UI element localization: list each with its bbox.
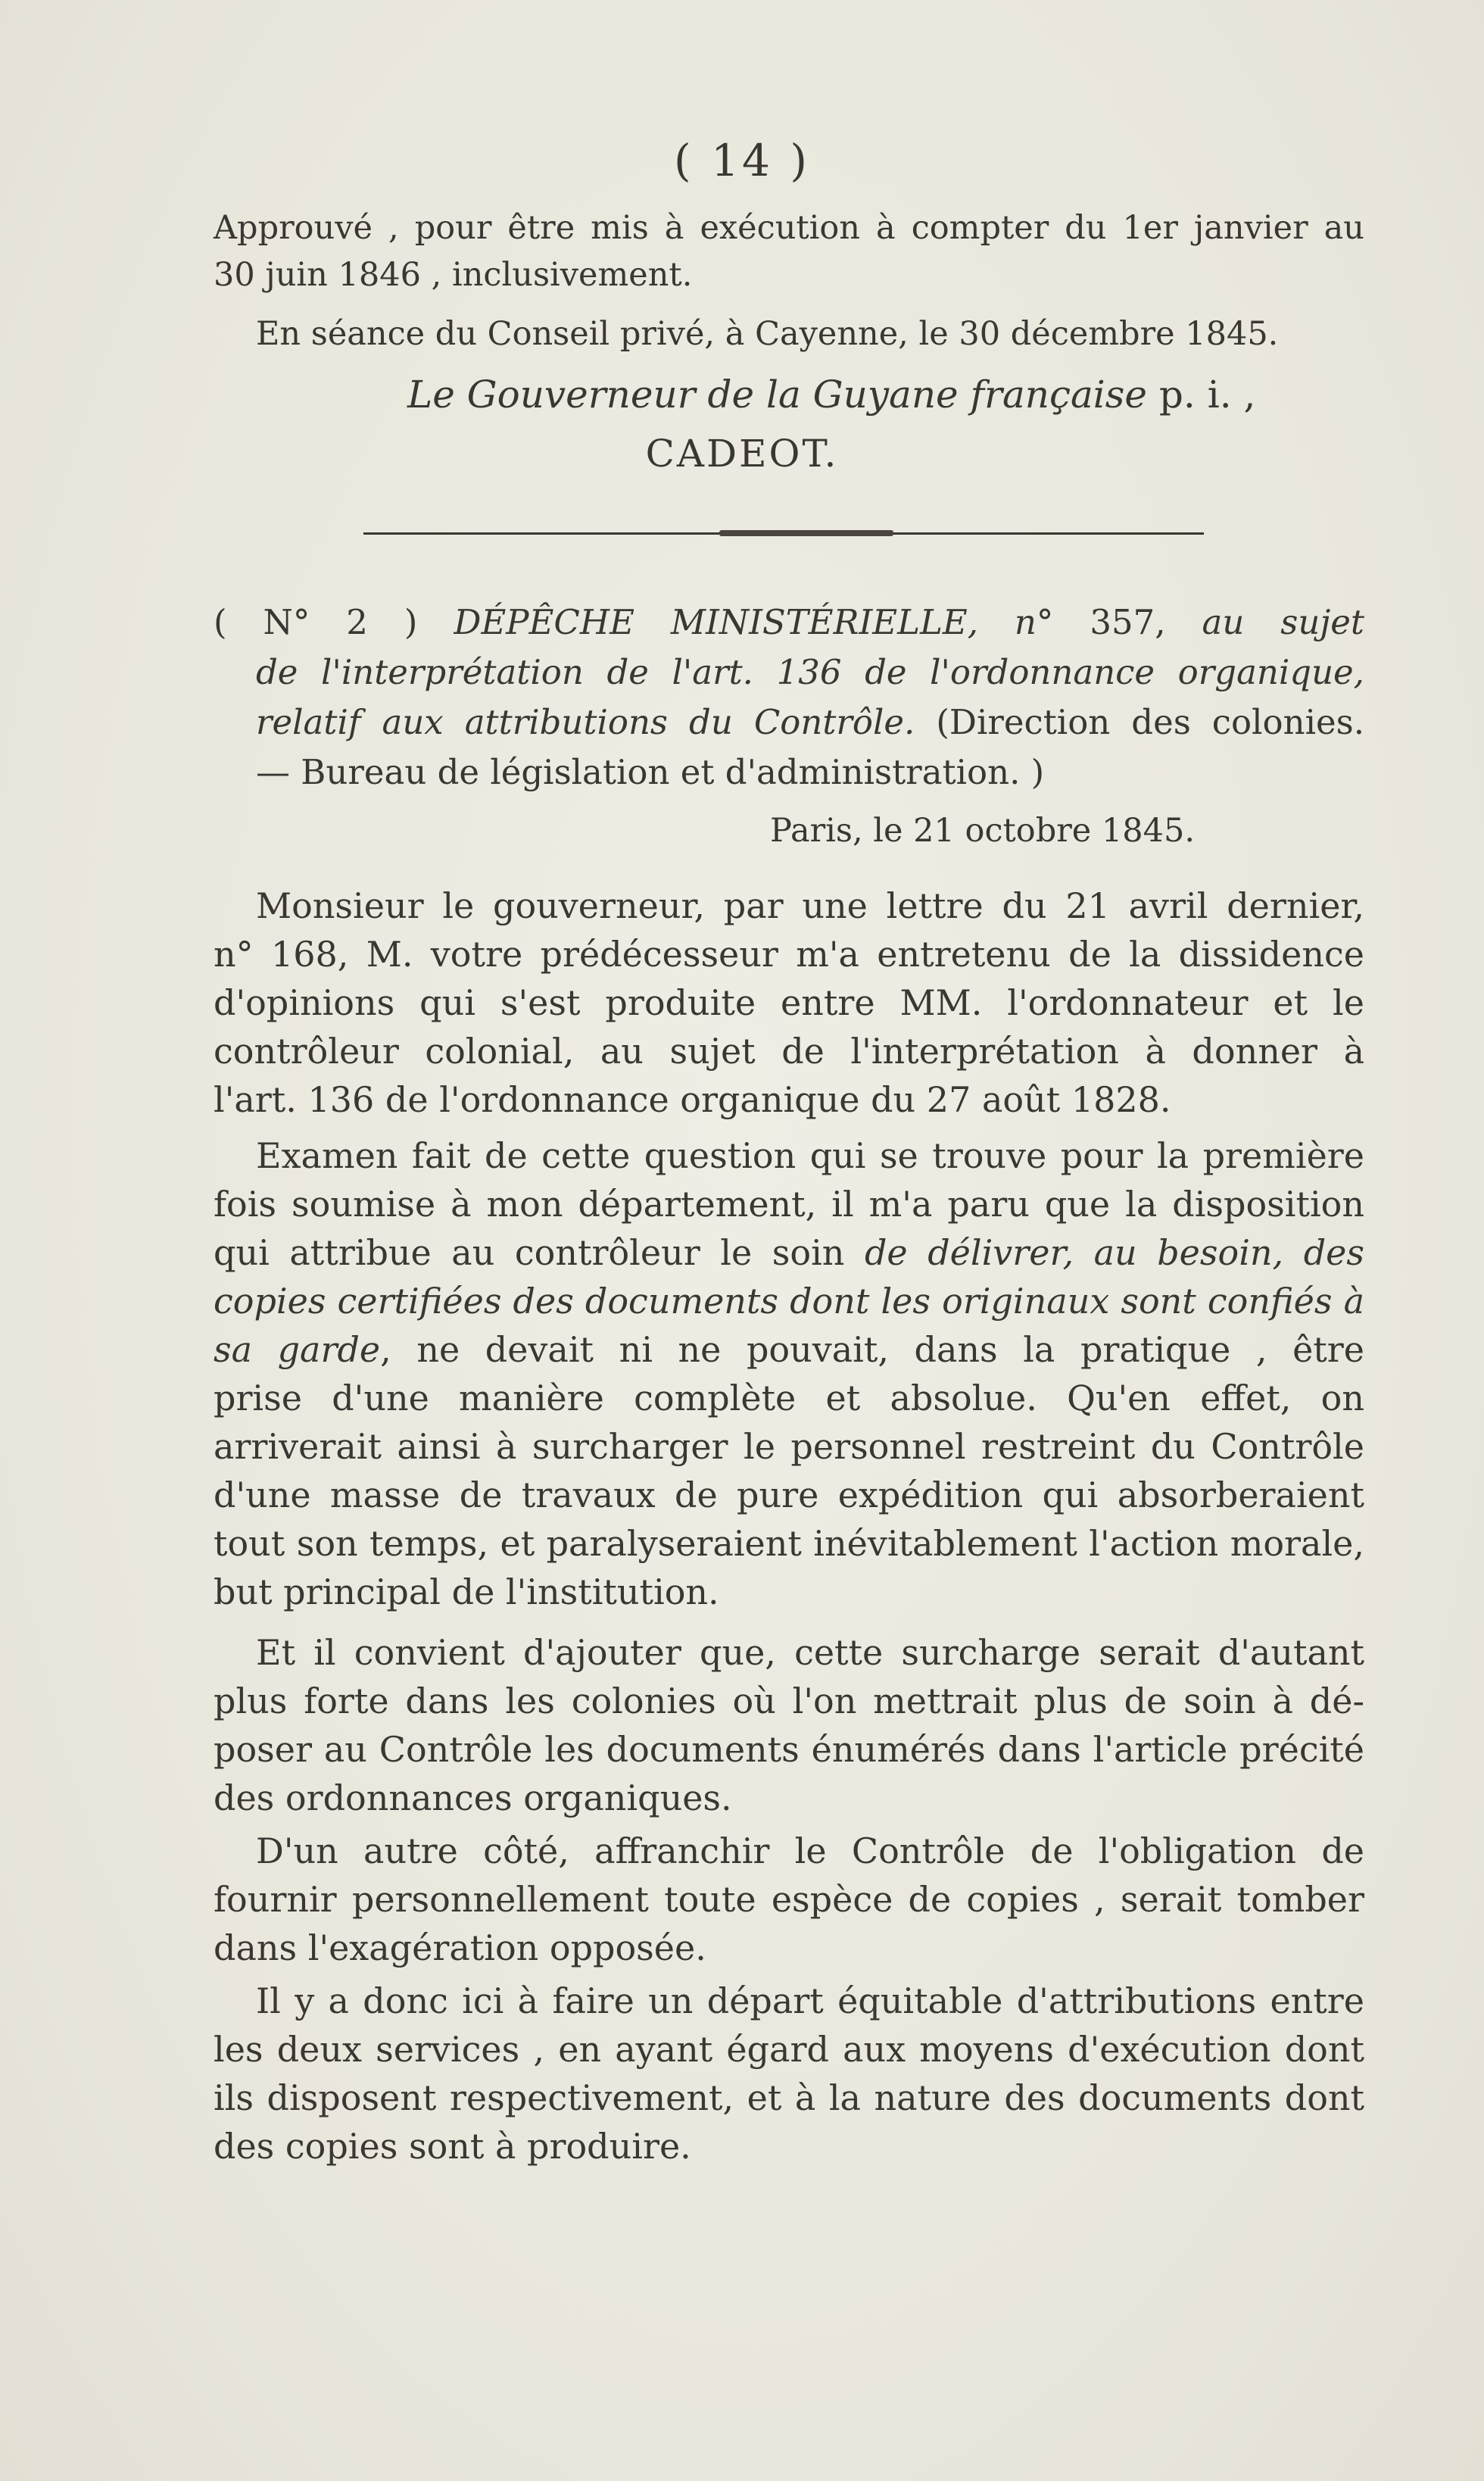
text-line: plus forte dans les colonies où l'on mettrait plus de soin à dé- — [214, 1681, 1364, 1721]
text-line: d'opinions qui s'est produite entre MM. l'ordonnateur et le — [214, 982, 1364, 1023]
text-line: tout son temps, et paralyseraient inévitablement l'action morale, — [214, 1523, 1364, 1564]
text-line: arriverait ainsi à surcharger le personnel restreint du Contrôle — [214, 1426, 1364, 1467]
text-line: dans l'exagération opposée. — [214, 1927, 706, 1968]
text-segment-italic: copies certifiées des documents dont les originaux sont confiés à — [214, 1281, 1364, 1322]
text-line: Monsieur le gouverneur, par une lettre du 21 avril dernier, — [256, 885, 1364, 926]
text-line: Et il convient d'ajouter que, cette surcharge serait d'autant — [256, 1632, 1364, 1673]
text-line: Examen fait de cette question qui se trouve pour la première — [256, 1135, 1364, 1176]
text-line — [214, 1325, 1364, 1374]
heading-line-2-text: de l'interprétation de l'art. 136 de l'ordonnance organique, — [256, 652, 1364, 692]
heading-num-label: n° — [978, 602, 1054, 642]
text-line: Il y a donc ici à faire un départ équitable d'attributions entre — [256, 1980, 1364, 2021]
text-segment: qui attribue au contrôleur le soin — [214, 1232, 845, 1273]
text-line: d'une masse de travaux de pure expédition qui absorberaient — [214, 1475, 1364, 1515]
heading-line-3-rest: (Direction des colonies. — [915, 702, 1364, 742]
signature-name: CADEOT. — [645, 432, 839, 476]
text-line: ils disposent respectivement, et à la nature des documents dont — [214, 2077, 1364, 2118]
heading-line-4: — Bureau de législation et d'administration. ) — [256, 752, 1045, 792]
signature-title — [407, 373, 1255, 417]
heading-line-1 — [214, 598, 1364, 647]
paragraph-4 — [214, 1827, 1364, 1972]
text-line — [214, 1277, 1364, 1325]
heading-line-3-italic: relatif aux attributions du Contrôle. — [256, 702, 915, 742]
text-line: contrôleur colonial, au sujet de l'interprétation à donner à — [214, 1031, 1364, 1072]
heading-line-2 — [256, 648, 1364, 697]
signature-title-italic: Le Gouverneur de la Guyane française — [407, 373, 1148, 417]
page-number: ( 14 ) — [674, 135, 810, 186]
approval-line-3: En séance du Conseil privé, à Cayenne, le 30 décembre 1845. — [256, 315, 1279, 353]
text-line: fournir personnellement toute espèce de copies , serait tomber — [214, 1879, 1364, 1920]
text-segment-italic: de délivrer, au besoin, des — [864, 1232, 1365, 1273]
text-line: n° 168, M. votre prédécesseur m'a entretenu de la dissidence — [214, 934, 1364, 975]
section-divider — [363, 532, 1204, 535]
text-line: des copies sont à produire. — [214, 2126, 691, 2167]
text-line: D'un autre côté, affranchir le Contrôle de l'obligation de — [256, 1830, 1364, 1871]
text-line — [214, 1228, 1364, 1277]
heading-title: DÉPÊCHE MINISTÉRIELLE, — [454, 602, 978, 642]
paragraph-5 — [214, 1977, 1364, 2170]
text-line: but principal de l'institution. — [214, 1571, 719, 1612]
text-line: fois soumise à mon département, il m'a paru que la disposition — [214, 1184, 1364, 1225]
text-line: des ordonnances organiques. — [214, 1777, 732, 1818]
text-segment: , ne devait ni ne pouvait, dans la pratique , être — [380, 1329, 1364, 1370]
text-segment-italic: sa garde — [214, 1329, 381, 1370]
text-line: les deux services , en ayant égard aux moyens d'exécution dont — [214, 2029, 1364, 2070]
text-line: prise d'une manière complète et absolue. Qu'en effet, on — [214, 1378, 1364, 1418]
heading-number: ( N° 2 ) — [214, 602, 454, 642]
approval-line-2: 30 juin 1846 , inclusivement. — [214, 256, 693, 294]
heading-num: 357, — [1053, 602, 1166, 642]
heading-line-3 — [256, 698, 1364, 747]
heading-sub: au sujet — [1165, 602, 1364, 642]
paragraph-3 — [214, 1628, 1364, 1822]
signature-title-suffix: p. i. , — [1147, 373, 1256, 417]
text-line: poser au Contrôle les documents énumérés dans l'article précité — [214, 1729, 1364, 1770]
paragraph-1 — [214, 882, 1364, 1124]
paragraph-2 — [214, 1131, 1364, 1616]
dateline: Paris, le 21 octobre 1845. — [769, 812, 1195, 850]
approval-line-1: Approuvé , pour être mis à exécution à compter du 1er janvier au — [214, 209, 1364, 247]
text-line: l'art. 136 de l'ordonnance organique du 27 août 1828. — [214, 1079, 1171, 1120]
